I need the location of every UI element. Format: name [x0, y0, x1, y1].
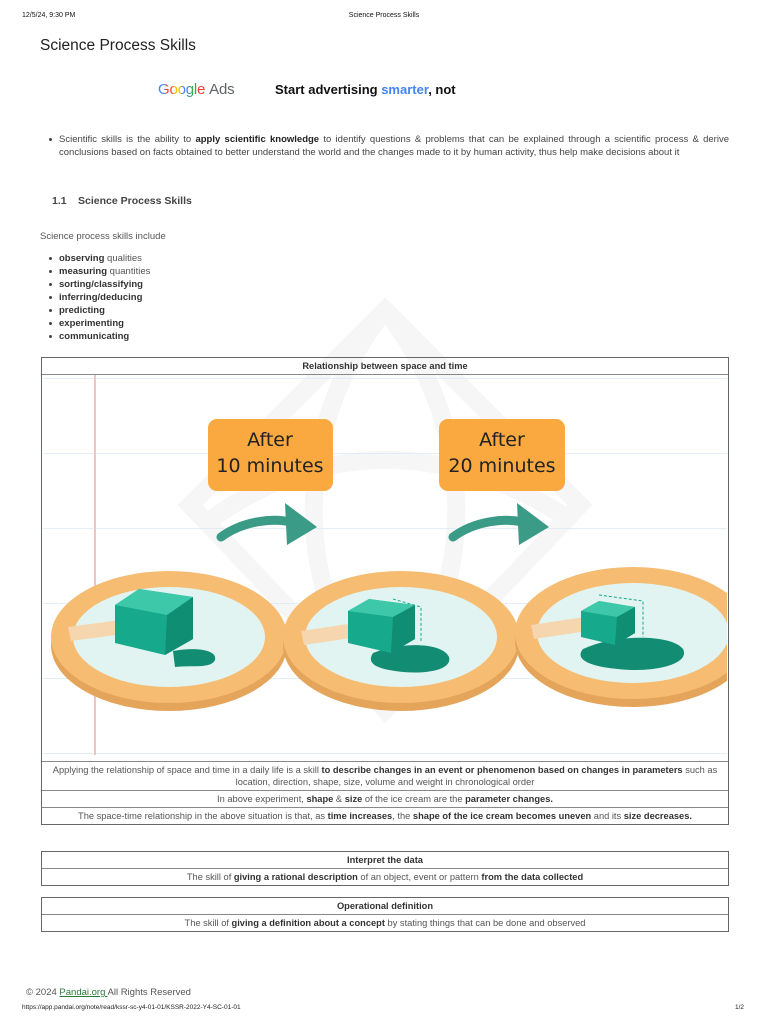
row-text: & — [333, 794, 345, 804]
list-item — [59, 278, 150, 291]
list-item — [59, 291, 150, 304]
google-ads-logo — [158, 81, 234, 98]
skill-name: inferring/deducing — [59, 292, 143, 303]
list-item — [59, 252, 150, 265]
row-text: The skill of — [186, 872, 234, 882]
table-row — [42, 808, 728, 824]
table-row — [42, 791, 728, 808]
row-bold: from the data collected — [481, 872, 584, 882]
ad-tagline — [275, 82, 456, 97]
print-url: https://app.pandai.org/note/read/kssr-sc-y4-01-01/KSSR-2022-Y4-SC-01-01 — [22, 1004, 241, 1011]
row-bold: giving a rational description — [233, 872, 358, 882]
ice-cream-illustration — [43, 375, 727, 761]
row-text: and its — [591, 811, 624, 821]
row-bold: to describe changes in an event or phenomenon based on changes in parameters — [321, 765, 683, 775]
interpret-data-table — [41, 851, 729, 886]
ad-banner[interactable] — [158, 80, 488, 102]
space-time-table — [41, 357, 729, 825]
footer-copyright — [26, 987, 191, 998]
table-header: Interpret the data — [42, 852, 728, 869]
list-item — [59, 317, 150, 330]
intro-text-2: to identify questions & problems that can be explained through a scientific process & derive conclusions based on facts obtained to better understand the world and the changes made to it by human activity, thus help make decisions about it — [59, 134, 729, 158]
table-header: Operational definition — [42, 898, 728, 915]
label-1-line-1: After — [247, 429, 293, 451]
skills-list — [59, 252, 150, 343]
label-2-line-2: 20 minutes — [448, 455, 556, 477]
ad-tagline-start: Start advertising — [275, 82, 382, 97]
row-text: The skill of — [184, 918, 232, 928]
print-title: Science Process Skills — [348, 12, 420, 19]
table-row — [42, 869, 728, 885]
table-header: Relationship between space and time — [42, 358, 728, 375]
print-header — [0, 0, 768, 34]
skill-name: experimenting — [59, 318, 124, 329]
row-bold: size — [344, 794, 363, 804]
ice-cream-plate-20-minutes — [515, 567, 727, 707]
ad-tagline-highlight: smarter — [381, 82, 429, 97]
skills-intro: Science process skills include — [40, 231, 166, 242]
ice-cream-illustration-cell — [42, 375, 728, 762]
row-text: Applying the relationship of space and time in a daily life is a skill — [52, 765, 322, 775]
ad-tagline-end: , not — [428, 82, 456, 97]
row-bold: giving a definition about a concept — [231, 918, 385, 928]
label-after-20-minutes — [439, 419, 565, 491]
copyright-text: © 2024 — [26, 987, 60, 998]
section-title: Science Process Skills — [78, 195, 192, 207]
print-date: 12/5/24, 9:30 PM — [22, 12, 76, 19]
row-bold: parameter changes. — [465, 794, 553, 804]
row-text: by stating things that can be done and observed — [384, 918, 586, 928]
intro-paragraph — [59, 133, 729, 159]
row-bold: size decreases. — [623, 811, 692, 821]
row-text: of the ice cream are the — [362, 794, 466, 804]
label-1-line-2: 10 minutes — [216, 455, 324, 477]
ice-cream-plate-10-minutes — [283, 571, 519, 711]
row-bold: shape of the ice cream becomes uneven — [412, 811, 592, 821]
row-text: , the — [392, 811, 413, 821]
rights-text: All Rights Reserved — [107, 987, 191, 998]
operational-definition-table — [41, 897, 729, 932]
skill-name: measuring — [59, 266, 108, 277]
row-text: The space-time relationship in the above situation is that, as — [78, 811, 328, 821]
row-bold: shape — [306, 794, 334, 804]
list-item — [59, 304, 150, 317]
skill-name: communicating — [59, 331, 130, 342]
skill-name: sorting/classifying — [59, 279, 143, 290]
row-text: In above experiment, — [217, 794, 307, 804]
pandai-link[interactable]: Pandai.org — [59, 987, 108, 998]
page-title: Science Process Skills — [40, 37, 196, 54]
skill-detail: qualities — [104, 253, 142, 264]
intro-bold-1: apply scientific knowledge — [195, 134, 320, 145]
section-number: 1.1 — [52, 195, 67, 207]
list-item — [59, 265, 150, 278]
ads-logo-text: Ads — [209, 81, 235, 98]
google-logo-text: Google — [158, 81, 206, 98]
list-item — [59, 330, 150, 343]
row-text: of an object, event or pattern — [357, 872, 482, 882]
intro-text-1: Scientific skills is the ability to — [59, 134, 196, 145]
ice-cream-plate-initial — [51, 571, 287, 711]
skill-detail: quantities — [107, 266, 151, 277]
page-number: 1/2 — [734, 1004, 744, 1011]
row-text: such as location, direction, shape, size, volume and weight in chronological order — [235, 765, 718, 787]
table-row — [42, 915, 728, 931]
section-heading — [52, 195, 192, 207]
label-after-10-minutes — [208, 419, 333, 491]
label-2-line-1: After — [479, 429, 525, 451]
table-row — [42, 762, 728, 791]
row-bold: time increases — [327, 811, 393, 821]
skill-name: observing — [59, 253, 105, 264]
skill-name: predicting — [59, 305, 105, 316]
